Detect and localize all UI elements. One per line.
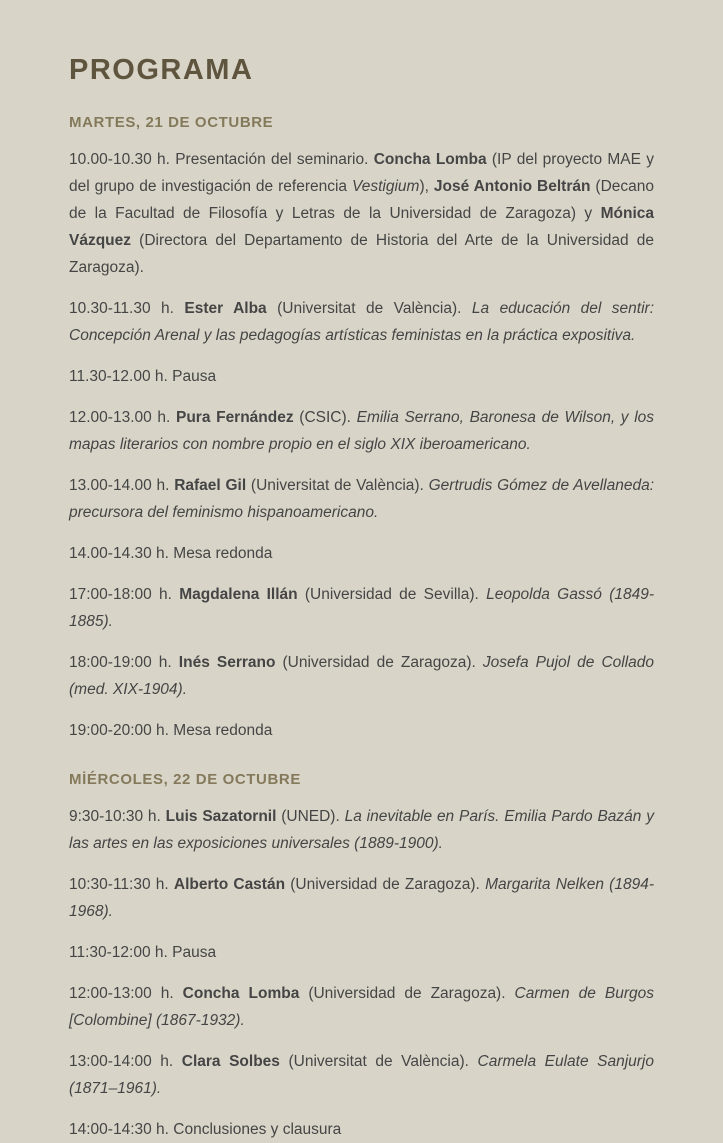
program-item [69, 803, 654, 857]
item-text: 14:00-14:30 h. Conclusiones y clausura [69, 1121, 342, 1139]
item-text: 11.30-12.00 h. Pausa [69, 368, 217, 386]
talk-title: La inevitable en París. Emilia Pardo Bazán y las artes en las exposiciones universales (1889-1900). [69, 808, 654, 853]
section-heading: MİÉRCOLES, 22 DE OCTUBRE [69, 771, 301, 789]
page-title: PROGRAMA [69, 54, 254, 86]
talk-title: Emilia Serrano, Baronesa de Wilson, y los mapas literarios con nombre propio en el siglo XIX iberoamericano. [69, 409, 655, 454]
item-text: 9:30-10:30 h. [69, 808, 166, 826]
item-text: (Universitat de València). [246, 477, 429, 495]
speaker-name: Concha Lomba [182, 985, 300, 1003]
item-text: ), [419, 178, 434, 196]
item-text: 10:30-11:30 h. [69, 876, 174, 894]
program-item [69, 939, 654, 966]
speaker-name: Concha Lomba [373, 151, 487, 169]
item-text: (Universidad de Zaragoza). [285, 876, 486, 894]
speaker-name: Luis Sazatornil [165, 808, 277, 826]
item-text: (Universitat de València). [279, 1053, 478, 1071]
speaker-name: Pura Fernández [175, 409, 294, 427]
section-heading: MARTES, 21 DE OCTUBRE [69, 114, 274, 132]
item-text: (IP del proyecto MAE y del grupo de investigación de referencia [69, 151, 654, 196]
item-text: (Universitat de València). [266, 300, 472, 318]
program-item [69, 1116, 654, 1143]
item-text: (Universidad de Zaragoza). [299, 985, 515, 1003]
talk-title: Carmela Eulate Sanjurjo (1871–1961). [69, 1053, 655, 1098]
program-item [69, 472, 654, 526]
talk-title: Leopolda Gassó (1849-1885). [69, 586, 655, 631]
speaker-name: Inés Serrano [178, 654, 276, 672]
speaker-name: Alberto Castán [173, 876, 286, 894]
item-text: 11:30-12:00 h. Pausa [69, 944, 217, 962]
item-text: (UNED). [276, 808, 345, 826]
item-text: 13:00-14:00 h. [69, 1053, 182, 1071]
program-item [69, 717, 654, 744]
item-text: 10.30-11.30 h. [69, 300, 185, 318]
item-text: 12.00-13.00 h. [69, 409, 176, 427]
speaker-name: Mónica Vázquez [69, 205, 654, 250]
talk-title: Vestigium [351, 178, 420, 196]
item-text: 10.00-10.30 h. Presentación del seminario. [69, 151, 374, 169]
program-item [69, 581, 654, 635]
speaker-name: Ester Alba [184, 300, 267, 318]
item-text: (Universidad de Sevilla). [297, 586, 487, 604]
item-text: (Universidad de Zaragoza). [275, 654, 483, 672]
talk-title: Josefa Pujol de Collado (med. XIX-1904). [69, 654, 655, 699]
speaker-name: Clara Solbes [181, 1053, 280, 1071]
talk-title: La educación del sentir: Concepción Arenal y las pedagogías artísticas feministas en la práctica expositiva. [69, 300, 655, 345]
program [69, 114, 654, 1143]
talk-title: Gertrudis Gómez de Avellaneda: precursora del feminismo hispanoamericano. [69, 477, 655, 522]
item-text: (CSIC). [293, 409, 357, 427]
program-item [69, 295, 654, 349]
speaker-name: José Antonio Beltrán [433, 178, 591, 196]
program-item [69, 363, 654, 390]
speaker-name: Magdalena Illán [179, 586, 298, 604]
item-text: 13.00-14.00 h. [69, 477, 175, 495]
talk-title: Carmen de Burgos [Colombine] (1867-1932). [69, 985, 655, 1030]
item-text: 18:00-19:00 h. [69, 654, 179, 672]
item-text: 14.00-14.30 h. Mesa redonda [69, 545, 273, 563]
item-text: 19:00-20:00 h. Mesa redonda [69, 722, 273, 740]
program-item [69, 649, 654, 703]
program-item [69, 146, 654, 281]
program-item [69, 1048, 654, 1102]
speaker-name: Rafael Gil [174, 477, 247, 495]
item-text: 17:00-18:00 h. [69, 586, 180, 604]
program-item [69, 404, 654, 458]
program-item [69, 980, 654, 1034]
program-item [69, 540, 654, 567]
talk-title: Margarita Nelken (1894-1968). [69, 876, 654, 921]
item-text: (Decano de la Facultad de Filosofía y Letras de la Universidad de Zaragoza) y [69, 178, 654, 223]
item-text: (Directora del Departamento de Historia del Arte de la Universidad de Zaragoza). [69, 232, 654, 277]
program-item [69, 871, 654, 925]
item-text: 12:00-13:00 h. [69, 985, 183, 1003]
